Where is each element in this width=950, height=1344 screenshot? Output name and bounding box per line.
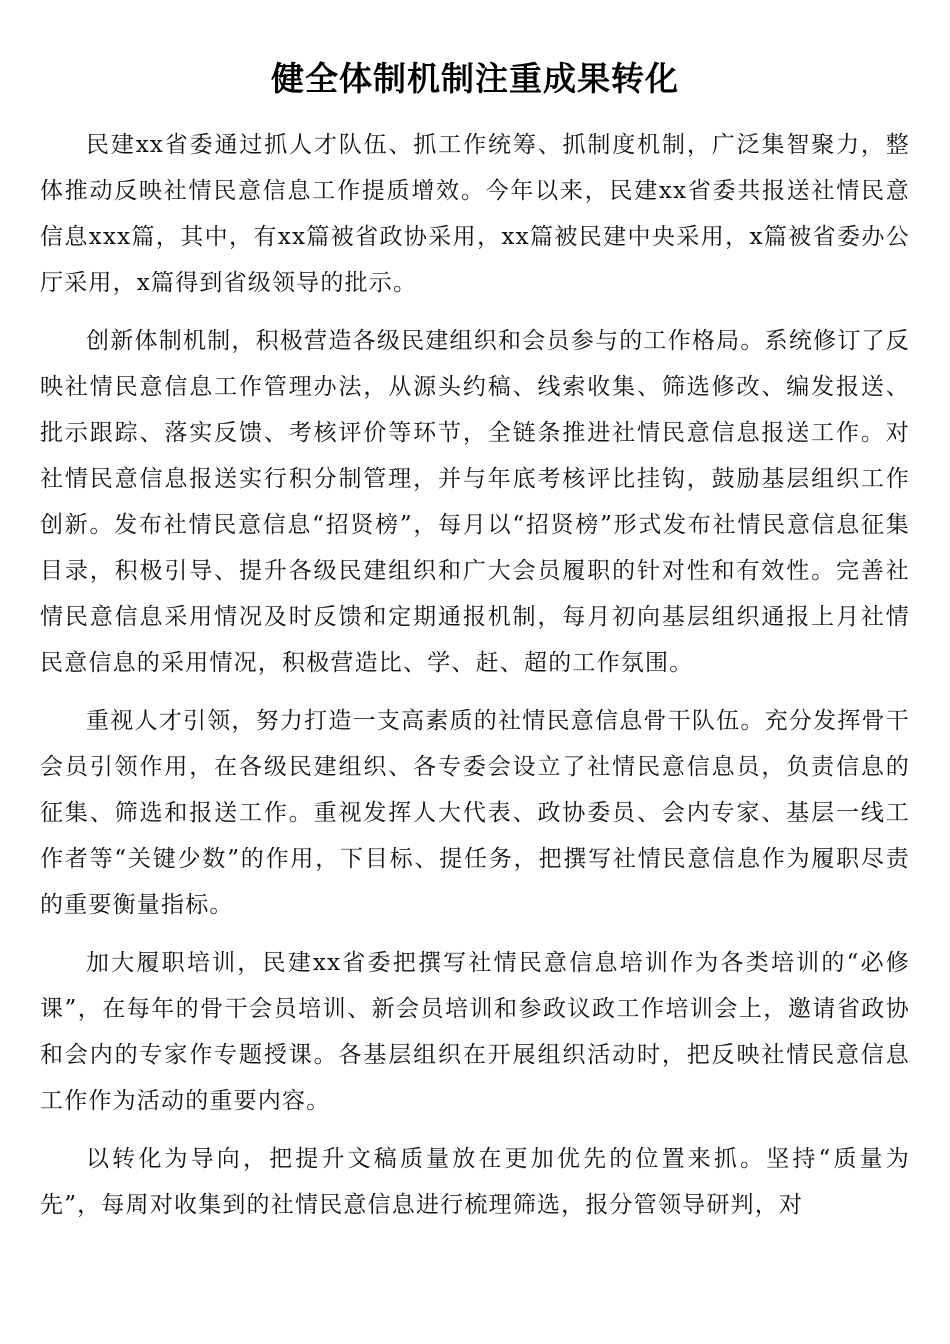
paragraph-quality: 以转化为导向，把提升文稿质量放在更加优先的位置来抓。坚持“质量为先”，每周对收集到的社情民意信息进行梳理筛选，报分管领导研判，对 [40, 1146, 910, 1218]
paragraph-mechanism: 创新体制机制，积极营造各级民建组织和会员参与的工作格局。系统修订了反映社情民意信息工作管理办法，从源头约稿、线索收集、筛选修改、编发报送、批示跟踪、落实反馈、考核评价等环节，全链条推进社情民意信息报送工作。对社情民意信息报送实行积分制管理，并与年底考核评比挂钩，鼓励基层组织工作创新。发布社情民意信息“招贤榜”，每月以“招贤榜”形式发布社情民意信息征集目录，积极引导、提升各级民建组织和广大会员履职的针对性和有效性。完善社情民意信息采用情况及时反馈和定期通报机制，每月初向基层组织通报上月社情民意信息的采用情况，积极营造比、学、赶、超的工作氛围。 [40, 328, 910, 676]
paragraph-intro: 民建xx省委通过抓人才队伍、抓工作统筹、抓制度机制，广泛集智聚力，整体推动反映社情民意信息工作提质增效。今年以来，民建xx省委共报送社情民意信息xxx篇，其中，有xx篇被省政协采用，xx篇被民建中央采用，x篇被省委办公厅采用，x篇得到省级领导的批示。 [40, 132, 910, 296]
document-body [40, 122, 910, 1240]
document-title: 健全体制机制注重成果转化 [271, 59, 679, 98]
document-page [40, 0, 910, 1344]
paragraph-training: 加大履职培训，民建xx省委把撰写社情民意信息培训作为各类培训的“必修课”，在每年的骨干会员培训、新会员培训和参政议政工作培训会上，邀请省政协和会内的专家作专题授课。各基层组织在开展组织活动时，把反映社情民意信息工作作为活动的重要内容。 [40, 950, 910, 1114]
paragraph-talent: 重视人才引领，努力打造一支高素质的社情民意信息骨干队伍。充分发挥骨干会员引领作用，在各级民建组织、各专委会设立了社情民意信息员，负责信息的征集、筛选和报送工作。重视发挥人大代表、政协委员、会内专家、基层一线工作者等“关键少数”的作用，下目标、提任务，把撰写社情民意信息作为履职尽责的重要衡量指标。 [40, 708, 910, 918]
